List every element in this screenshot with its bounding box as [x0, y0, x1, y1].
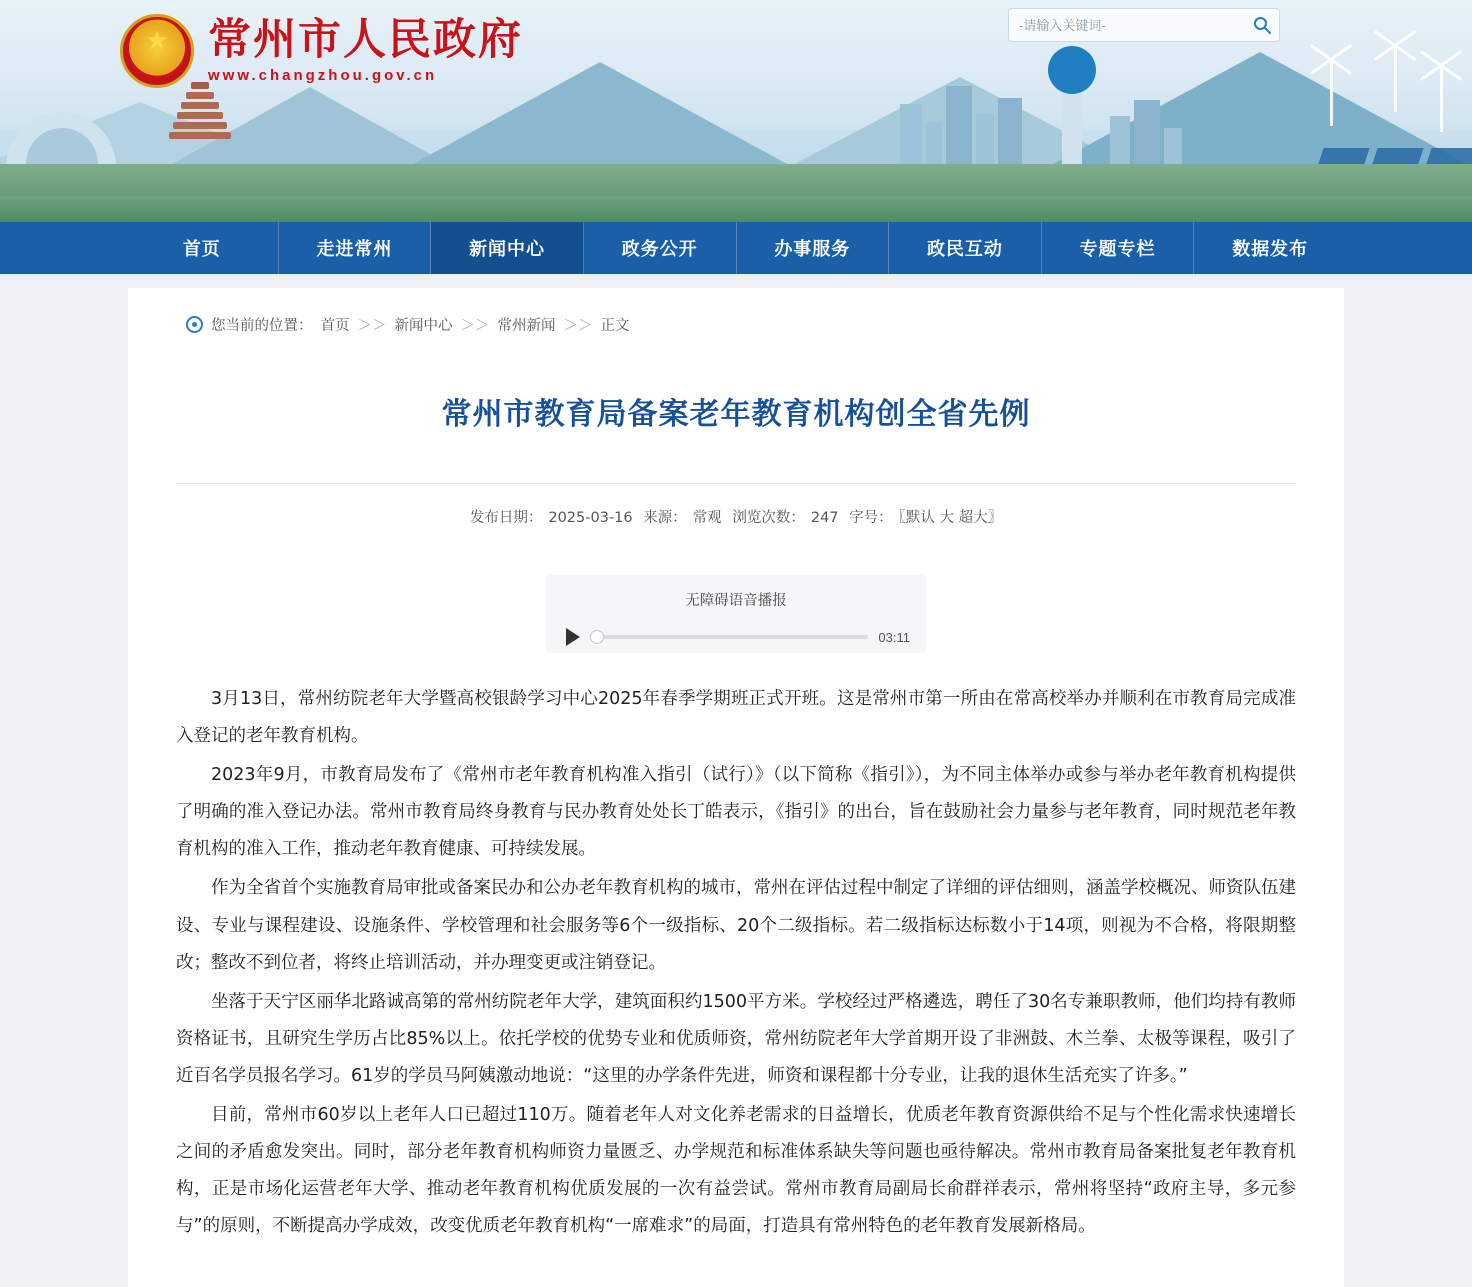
article-card: [128, 288, 1344, 1287]
nav-item-interaction[interactable]: 政民互动: [889, 222, 1042, 274]
wind-turbine-icon: [1440, 66, 1443, 132]
article-meta: [176, 484, 1296, 527]
site-banner: [0, 0, 1472, 222]
nav-item-services[interactable]: 办事服务: [737, 222, 890, 274]
building-shape: [1134, 100, 1160, 174]
breadcrumb-item-news[interactable]: 新闻中心: [394, 318, 453, 334]
fontsize-options[interactable]: 〖默认 大 超大〗: [898, 510, 1003, 526]
nav-item-home[interactable]: 首页: [126, 222, 279, 274]
building-shape: [998, 98, 1022, 174]
site-logo[interactable]: [120, 14, 523, 88]
audio-duration: 03:11: [878, 629, 910, 645]
audio-player[interactable]: [546, 575, 926, 653]
page-title: 常州市教育局备案老年教育机构创全省先例: [441, 397, 1031, 432]
breadcrumb-separator: ＞＞: [563, 318, 593, 334]
views-value: 247: [810, 510, 839, 526]
publish-date-value: 2025-03-16: [548, 510, 633, 526]
tower-sphere: [1048, 46, 1096, 94]
source-value: 常观: [692, 510, 722, 526]
nav-item-news[interactable]: 新闻中心: [431, 222, 584, 274]
nav-item-data-release[interactable]: 数据发布: [1232, 239, 1309, 260]
search-box[interactable]: [1008, 8, 1280, 42]
wind-turbine-icon: [1394, 46, 1397, 112]
search-icon[interactable]: [1245, 9, 1279, 41]
breadcrumb-separator: ＞＞: [460, 318, 490, 334]
audio-player-label: 无障碍语音播报: [685, 593, 787, 609]
location-pin-icon: [186, 316, 203, 333]
building-shape: [946, 86, 972, 174]
views-label: 浏览次数：: [732, 510, 805, 526]
tv-tower-icon: [1062, 54, 1082, 174]
article-body: [176, 681, 1296, 1245]
breadcrumb: [176, 288, 1296, 335]
search-input[interactable]: [1009, 18, 1245, 33]
site-domain: www.changzhou.gov.cn: [208, 67, 438, 84]
wind-turbine-icon: [1330, 60, 1333, 126]
main-navigation: [0, 222, 1472, 274]
play-icon[interactable]: [566, 628, 580, 646]
site-title: 常州市人民政府: [208, 15, 523, 65]
publish-date-label: 发布日期：: [469, 510, 543, 526]
audio-progress-knob[interactable]: [590, 630, 604, 644]
breadcrumb-item-home[interactable]: 首页: [320, 318, 350, 334]
audio-player-wrap: [176, 575, 1296, 653]
breadcrumb-prefix: 您当前的位置：: [211, 318, 313, 334]
fontsize-label: 字号：: [849, 510, 893, 526]
national-emblem-icon: [120, 14, 194, 88]
banner-ground-front: [0, 196, 1472, 222]
breadcrumb-separator: ＞＞: [357, 318, 387, 334]
source-label: 来源：: [643, 510, 687, 526]
article-paragraph: 作为全省首个实施教育局审批或备案民办和公办老年教育机构的城市，常州在评估过程中制定了详细的评估细则，涵盖学校概况、师资队伍建设、专业与课程建设、设施条件、学校管理和社会服务等6个一级指标、20个二级指标。若二级指标达标数小于14项，则视为不合格，将限期整改；整改不到位者，将终止培训活动，并办理变更或注销登记。: [176, 878, 1296, 973]
article-paragraph: 目前，常州市60岁以上老年人口已超过110万。随着老年人对文化养老需求的日益增长，优质老年教育资源供给不足与个性化需求快速增长之间的矛盾愈发突出。同时，部分老年教育机构师资力量匮乏、办学规范和标准体系缺失等问题也亟待解决。常州市教育局备案批复老年教育机构，正是市场化运营老年大学、推动老年教育机构优质发展的一次有益尝试。常州市教育局副局长俞群祥表示，常州将坚持“政府主导，多元参与”的原则，不断提高办学成效，改变优质老年教育机构“一席难求”的局面，打造具有常州特色的老年教育发展新格局。: [176, 1105, 1296, 1237]
pagoda-icon: [168, 82, 232, 174]
nav-item-about[interactable]: 走进常州: [279, 222, 432, 274]
audio-progress-track[interactable]: [590, 635, 868, 639]
article-paragraph: 3月13日，常州纺院老年大学暨高校银龄学习中心2025年春季学期班正式开班。这是常州市第一所由在常高校举办并顺利在市教育局完成准入登记的老年教育机构。: [176, 689, 1296, 747]
nav-item-topics[interactable]: 专题专栏: [1042, 222, 1195, 274]
article-paragraph: 坐落于天宁区丽华北路诚高第的常州纺院老年大学，建筑面积约1500平方米。学校经过严格遴选，聘任了30名专兼职教师，他们均持有教师资格证书，且研究生学历占比85%以上。依托学校的优势专业和优质师资，常州纺院老年大学首期开设了非洲鼓、木兰拳、太极等课程，吸引了近百名学员报名学习。61岁的学员马阿姨激动地说：“这里的办学条件先进，师资和课程都十分专业，让我的退休生活充实了许多。”: [176, 991, 1296, 1086]
page-body: [0, 274, 1472, 1287]
breadcrumb-item-current: 正文: [600, 318, 630, 334]
breadcrumb-item-changzhou-news[interactable]: 常州新闻: [497, 318, 556, 334]
article-paragraph: 2023年9月，市教育局发布了《常州市老年教育机构准入指引（试行）》（以下简称《指引》），为不同主体举办或参与举办老年教育机构提供了明确的准入登记办法。常州市教育局终身教育与民办教育处处长丁皓表示，《指引》的出台，旨在鼓励社会力量参与老年教育，同时规范老年教育机构的准入工作，推动老年教育健康、可持续发展。: [176, 765, 1296, 860]
nav-item-government-affairs[interactable]: 政务公开: [584, 222, 737, 274]
